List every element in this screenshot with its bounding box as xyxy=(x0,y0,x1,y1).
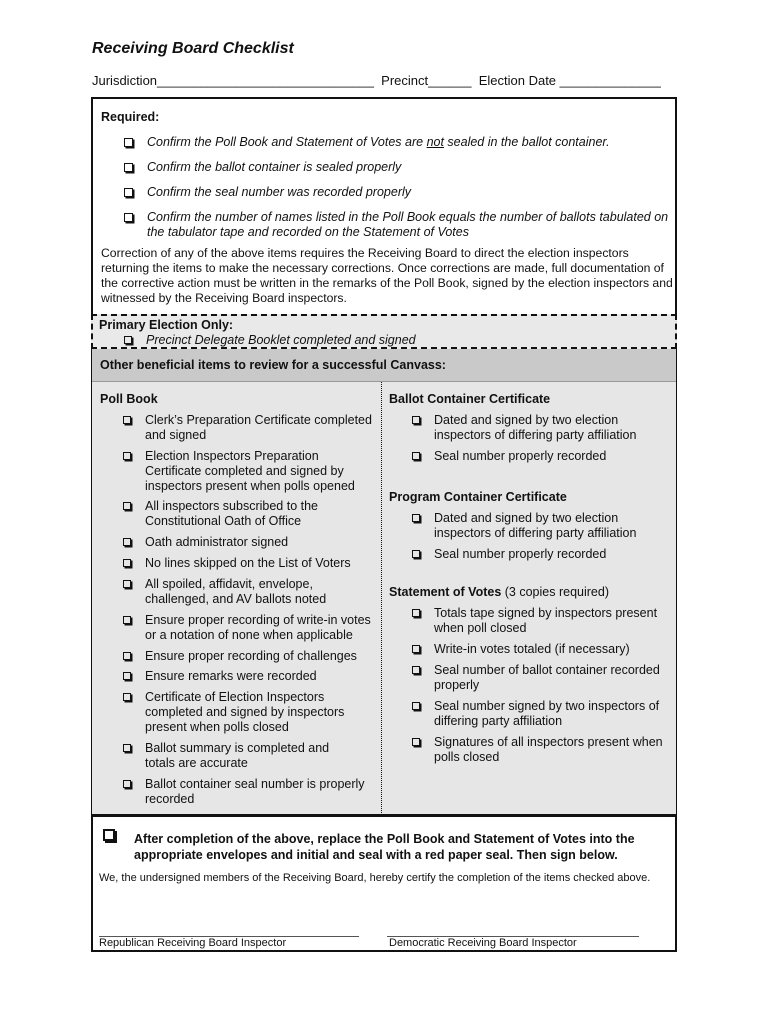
statement-item xyxy=(412,642,672,657)
ballot-container-item xyxy=(412,449,672,464)
poll-book-item xyxy=(123,499,373,529)
required-item-1 xyxy=(126,135,671,150)
checkbox[interactable] xyxy=(412,416,420,424)
item-label: Election Inspectors Preparation Certificate completed and signed by inspectors present when polls opened xyxy=(145,449,355,493)
checkbox[interactable] xyxy=(123,538,131,546)
item-label: Oath administrator signed xyxy=(145,535,289,549)
checkbox[interactable] xyxy=(123,502,131,510)
item-label: Seal number properly recorded xyxy=(434,547,607,561)
item-label: Ballot container seal number is properly recorded xyxy=(145,777,365,806)
certification-text: We, the undersigned members of the Receiving Board, hereby certify the completion of the items checked above. xyxy=(99,872,651,884)
page-title: Receiving Board Checklist xyxy=(92,40,294,57)
required-section xyxy=(91,97,677,315)
statement-item xyxy=(412,663,672,693)
primary-election-section xyxy=(91,314,677,349)
item-label: Signatures of all inspectors present when polls closed xyxy=(434,735,663,764)
required-item-label: Confirm the seal number was recorded properly xyxy=(147,185,412,199)
item-label: Clerk’s Preparation Certificate completed and signed xyxy=(145,413,372,442)
item-label: Certificate of Election Inspectors completed and signed by inspectors present when polls closed xyxy=(145,690,345,734)
item-label: Dated and signed by two election inspectors of differing party affiliation xyxy=(434,413,637,442)
poll-book-item xyxy=(123,613,373,643)
statement-item xyxy=(412,699,672,729)
checkbox[interactable] xyxy=(123,559,131,567)
checkbox[interactable] xyxy=(412,738,420,746)
item-label: All inspectors subscribed to the Constitutional Oath of Office xyxy=(145,499,319,528)
item-label: Ensure proper recording of challenges xyxy=(145,649,357,663)
copies-note: (3 copies required) xyxy=(501,585,609,599)
poll-book-item xyxy=(123,777,373,807)
checkbox[interactable] xyxy=(124,188,133,197)
item-label: Ensure proper recording of write-in votes or a notation of none when applicable xyxy=(145,613,371,642)
checkbox[interactable] xyxy=(412,514,420,522)
item-label: Seal number of ballot container recorded properly xyxy=(434,663,660,692)
poll-book-item xyxy=(123,690,355,735)
checkbox[interactable] xyxy=(412,452,420,460)
poll-book-item xyxy=(123,449,355,494)
required-item-label: Confirm the Poll Book and Statement of Votes are not sealed in the ballot container. xyxy=(147,135,610,149)
column-divider xyxy=(381,382,382,813)
item-label: Ensure remarks were recorded xyxy=(145,669,317,683)
checkbox[interactable] xyxy=(412,645,420,653)
required-item-2 xyxy=(126,160,671,175)
checkbox[interactable] xyxy=(412,702,420,710)
item-label: No lines skipped on the List of Voters xyxy=(145,556,351,570)
poll-book-item xyxy=(123,669,373,684)
poll-book-title: Poll Book xyxy=(100,392,158,406)
statement-of-votes-title: Statement of Votes (3 copies required) xyxy=(389,585,609,599)
checkbox[interactable] xyxy=(123,580,131,588)
checkbox[interactable] xyxy=(124,213,133,222)
completion-section xyxy=(91,815,677,952)
statement-item xyxy=(412,606,672,636)
item-label: Dated and signed by two election inspectors of differing party affiliation xyxy=(434,511,637,540)
poll-book-item xyxy=(123,535,373,550)
checkbox[interactable] xyxy=(123,672,131,680)
other-items-heading: Other beneficial items to review for a successful Canvass: xyxy=(100,358,446,372)
program-container-item xyxy=(412,547,672,562)
other-items-section xyxy=(91,349,677,815)
republican-inspector-label: Republican Receiving Board Inspector xyxy=(99,937,287,949)
item-label: Write-in votes totaled (if necessary) xyxy=(434,642,630,656)
democratic-inspector-label: Democratic Receiving Board Inspector xyxy=(389,937,577,949)
poll-book-item xyxy=(123,649,373,664)
required-item-4 xyxy=(126,210,671,240)
item-label: Totals tape signed by inspectors present when poll closed xyxy=(434,606,658,635)
required-item-3 xyxy=(126,185,671,200)
checkbox[interactable] xyxy=(123,744,131,752)
program-container-title: Program Container Certificate xyxy=(389,490,567,504)
other-items-header xyxy=(92,349,676,382)
ballot-container-item xyxy=(412,413,672,443)
item-label: Seal number signed by two inspectors of differing party affiliation xyxy=(434,699,660,728)
checkbox[interactable] xyxy=(412,550,420,558)
checkbox[interactable] xyxy=(412,666,420,674)
jurisdiction-precinct-date-line: Jurisdiction______________________________ Precinct______ Election Date ______________ xyxy=(92,73,661,88)
primary-title: Primary Election Only: xyxy=(99,318,234,332)
poll-book-item xyxy=(123,741,355,771)
poll-book-item xyxy=(123,577,338,607)
item-label: Ballot summary is completed and totals are accurate xyxy=(145,741,330,770)
underlined-word: not xyxy=(426,135,444,149)
statement-item xyxy=(412,735,672,765)
program-container-item xyxy=(412,511,672,541)
checkbox[interactable] xyxy=(103,829,115,841)
checkbox[interactable] xyxy=(123,693,131,701)
checkbox[interactable] xyxy=(124,163,133,172)
primary-item-label: Precinct Delegate Booklet completed and signed xyxy=(146,333,416,347)
checkbox[interactable] xyxy=(124,336,132,344)
poll-book-item xyxy=(123,556,373,571)
checkbox[interactable] xyxy=(123,652,131,660)
checkbox[interactable] xyxy=(123,780,131,788)
poll-book-item xyxy=(123,413,373,443)
checkbox[interactable] xyxy=(123,452,131,460)
primary-item xyxy=(124,333,416,347)
item-label: Seal number properly recorded xyxy=(434,449,607,463)
required-item-label: Confirm the number of names listed in the Poll Book equals the number of ballots tabulated on the tabulator tape and recorded on the Statement of Votes xyxy=(147,210,669,239)
item-label: All spoiled, affidavit, envelope, challenged, and AV ballots noted xyxy=(145,577,327,606)
checkbox[interactable] xyxy=(123,416,131,424)
required-item-label: Confirm the ballot container is sealed properly xyxy=(147,160,402,174)
ballot-container-title: Ballot Container Certificate xyxy=(389,392,551,406)
completion-instruction: After completion of the above, replace the Poll Book and Statement of Votes into the appropriate envelopes and initial and seal with a red paper seal. Then sign below. xyxy=(134,832,635,862)
correction-note: Correction of any of the above items requires the Receiving Board to direct the election inspectors returning the items to make the necessary corrections. Once corrections are made, full documentation of the corrective action must be written in the remarks of the Poll Book, signed by the election inspectors and witnessed by the Receiving Board inspectors. xyxy=(101,246,673,305)
checkbox[interactable] xyxy=(412,609,420,617)
required-title: Required: xyxy=(101,110,160,124)
checkbox[interactable] xyxy=(124,138,133,147)
checkbox[interactable] xyxy=(123,616,131,624)
